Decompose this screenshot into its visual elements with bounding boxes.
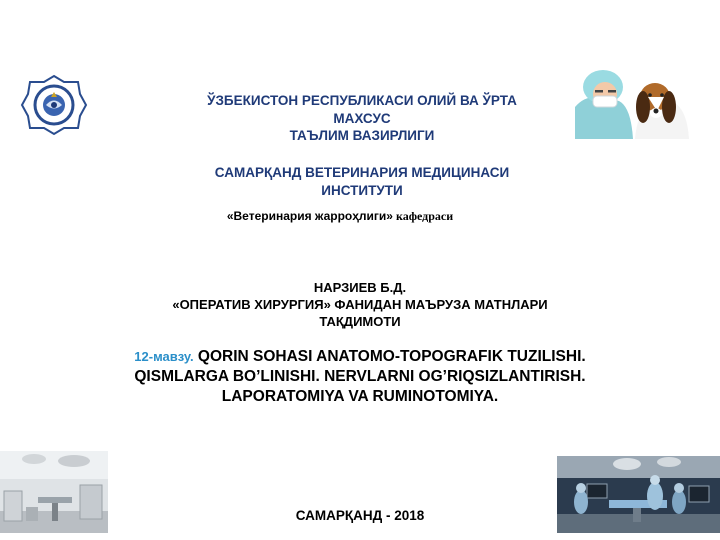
ministry-heading bbox=[150, 92, 574, 145]
surgical-team-photo bbox=[557, 456, 720, 533]
ministry-line-1: ЎЗБЕКИСТОН РЕСПУБЛИКАСИ ОЛИЙ ВА ЎРТА bbox=[207, 93, 517, 108]
institute-line-2: ИНСТИТУТИ bbox=[321, 182, 403, 198]
presentation-title-line-1: «ОПЕРАТИВ ХИРУРГИЯ» ФАНИДАН МАЪРУЗА МАТНЛАРИ bbox=[172, 297, 548, 312]
vet-surgeon-with-dog-photo bbox=[575, 67, 693, 139]
author-name: НАРЗИЕВ Б.Д. bbox=[313, 280, 407, 295]
operating-room-photo bbox=[0, 451, 108, 533]
topic-line-1: QORIN SOHASI ANATOMO-TOPOGRAFIK TUZILISHI. bbox=[193, 348, 586, 365]
institute-emblem-logo bbox=[20, 74, 88, 136]
department-suffix: кафедраси bbox=[392, 209, 454, 223]
topic-line-3: LAPORATOMIYA VA RUMINOTOMIYA. bbox=[221, 388, 499, 405]
topic-line-2: QISMLARGA BO’LINISHI. NERVLARNI OG’RIQSIZLANTIRISH. bbox=[134, 368, 586, 385]
city-year: САМАРҚАНД - 2018 bbox=[295, 508, 425, 523]
presentation-title-line-2: ТАҚДИМОТИ bbox=[319, 314, 401, 329]
department-label bbox=[140, 209, 540, 224]
topic-title bbox=[60, 347, 660, 407]
ministry-line-2: МАХСУС bbox=[333, 110, 391, 126]
institute-heading bbox=[150, 164, 574, 199]
institute-line-1: САМАРҚАНД ВЕТЕРИНАРИЯ МЕДИЦИНАСИ bbox=[214, 165, 510, 180]
topic-number: 12-мавзу. bbox=[134, 349, 194, 364]
ministry-line-3: ТАЪЛИМ ВАЗИРЛИГИ bbox=[289, 128, 435, 143]
department-name: «Ветеринария жарроҳлиги» bbox=[226, 209, 393, 223]
author-block bbox=[110, 279, 610, 330]
